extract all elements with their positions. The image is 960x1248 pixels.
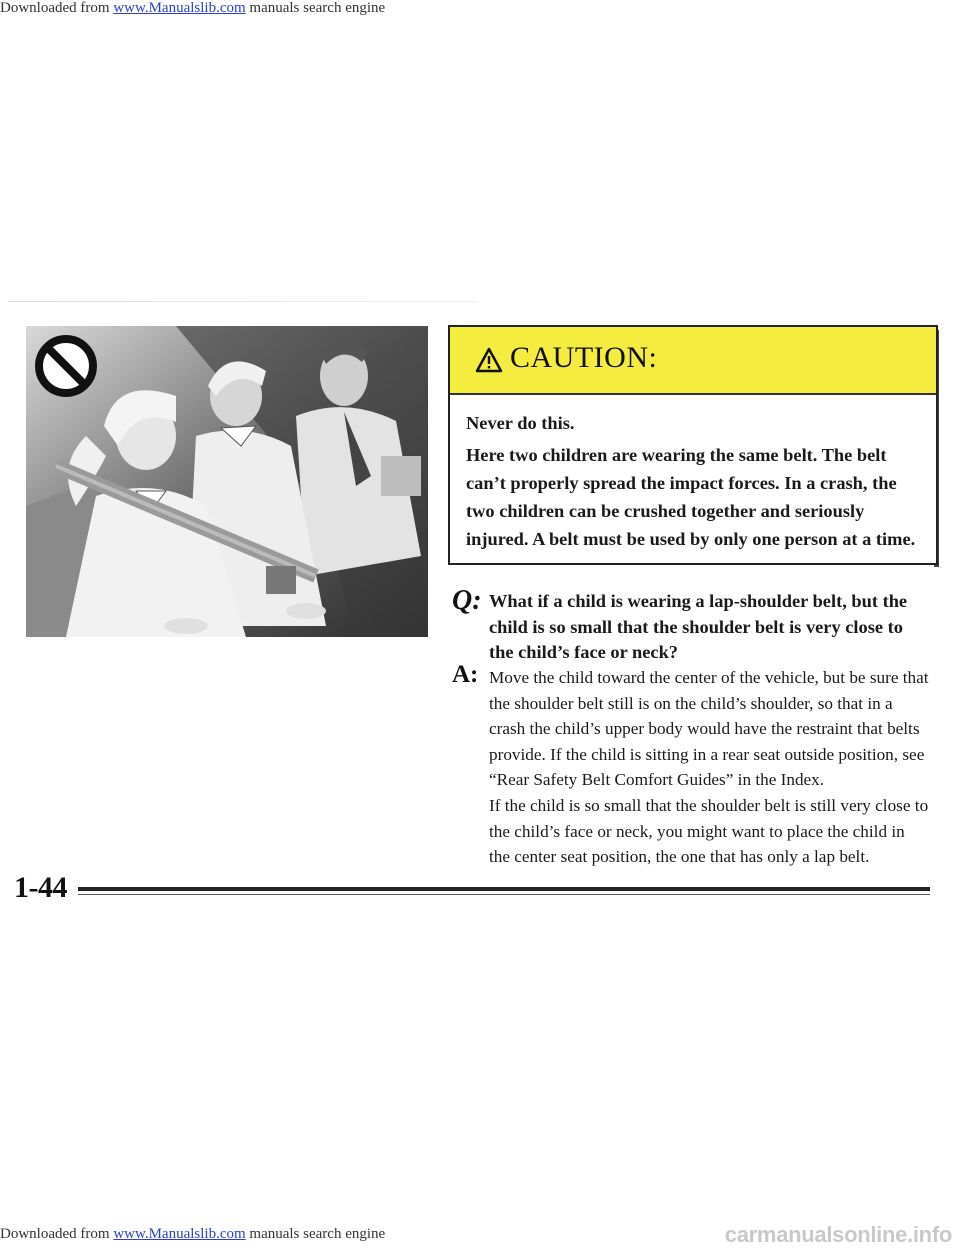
caution-body — [466, 409, 926, 557]
download-watermark-top — [0, 0, 385, 17]
warning-triangle-icon — [475, 347, 503, 373]
watermark-prefix: Downloaded from — [0, 1226, 114, 1242]
answer-paragraph: Move the child toward the center of the vehicle, but be sure that the shoulder belt still is on the child’s shoulder, so that in a crash the child’s upper body would have the restraint that belts provide. If the child is sitting in a rear seat outside position, see “Rear Safety Belt Comfort Guides” in the Index. — [489, 668, 929, 790]
carmanualsonline-watermark: carmanualsonline.info — [724, 1222, 952, 1247]
caution-paragraph: Here two children are wearing the same belt. The belt can’t properly spread the impact forces. In a crash, the two children can be crushed together and seriously injured. A belt must be used by only one person at a time. — [466, 445, 916, 549]
prohibition-icon — [35, 335, 97, 397]
answer-paragraph: If the child is so small that the shoulder belt is still very close to the child’s face or neck, you might want to place the child in the center seat position, the one that has only a lap belt. — [489, 795, 929, 867]
page-number: 1-44 — [14, 871, 67, 904]
question-label: Q: — [452, 585, 482, 616]
download-watermark-bottom — [0, 1226, 385, 1243]
caution-box — [448, 325, 938, 565]
question-text: What if a child is wearing a lap-shoulder belt, but the child is so small that the shoulder belt is very close to the child’s face or neck? — [489, 591, 908, 662]
caution-header — [450, 327, 936, 395]
watermark-prefix: Downloaded from — [0, 0, 114, 16]
answer-text — [489, 665, 929, 870]
manualslib-link[interactable]: www.Manualslib.com — [113, 0, 246, 16]
footer-rule — [78, 887, 930, 891]
illustration-drawing — [26, 326, 428, 637]
watermark-suffix: manuals search engine — [245, 0, 386, 16]
footer-rule-thin — [78, 894, 930, 895]
answer-label: A: — [452, 661, 479, 688]
seatbelt-illustration — [26, 326, 428, 637]
caution-title: CAUTION: — [510, 341, 658, 374]
manualslib-link[interactable]: www.Manualslib.com — [113, 1226, 246, 1242]
top-divider — [8, 301, 478, 302]
caution-paragraph: Never do this. — [466, 413, 575, 433]
watermark-suffix: manuals search engine — [245, 1226, 386, 1242]
